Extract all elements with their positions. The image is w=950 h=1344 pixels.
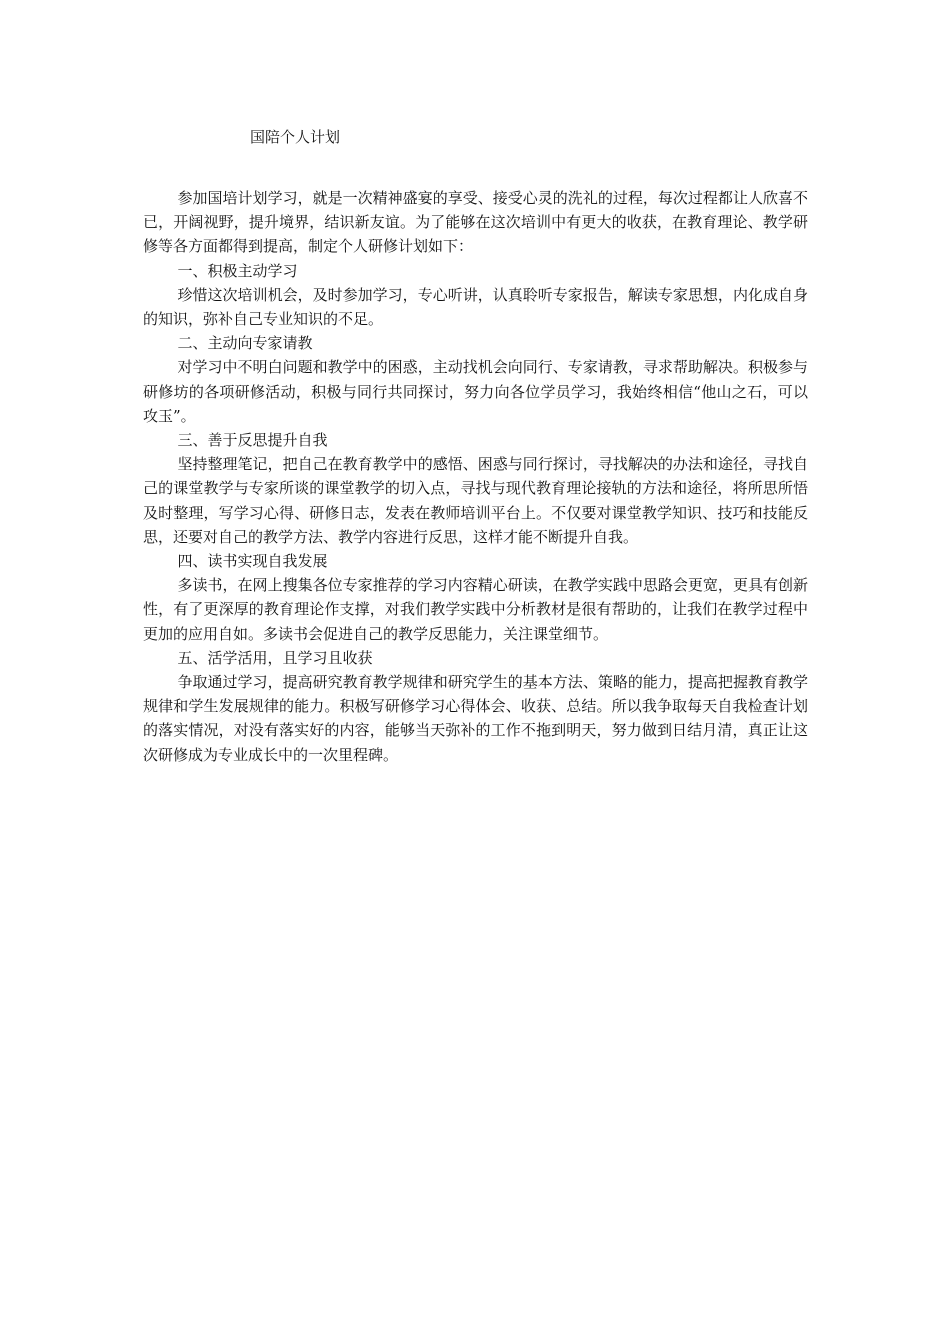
section-4-heading: 四、读书实现自我发展 [177, 552, 328, 571]
intro-paragraph: 参加国培计划学习，就是一次精神盛宴的享受、接受心灵的洗礼的过程，每次过程都让人欣喜不已，开阔视野，提升境界，结识新友谊。为了能够在这次培训中有更大的收获，在教育理论、教学研修等各方面都得到提高，制定个人研修计划如下： [143, 189, 808, 256]
section-2-body: 对学习中不明白问题和教学中的困惑，主动找机会向同行、专家请教，寻求帮助解决。积极参与研修坊的各项研修活动，积极与同行共同探讨，努力向各位学员学习，我始终相信“他山之石，可以攻玉”。 [143, 358, 808, 425]
document-page [143, 124, 808, 767]
section-5-heading: 五、活学活用，且学习且收获 [177, 648, 373, 667]
section-1-heading: 一、积极主动学习 [177, 261, 298, 280]
section-5-body: 争取通过学习，提高研究教育教学规律和研究学生的基本方法、策略的能力，提高把握教育教学规律和学生发展规律的能力。积极写研修学习心得体会、收获、总结。所以我争取每天自我检查计划的落实情况，对没有落实好的内容，能够当天弥补的工作不拖到明天，努力做到日结月清，真正让这次研修成为专业成长中的一次里程碑。 [143, 673, 808, 764]
section-2-heading: 二、主动向专家请教 [177, 334, 313, 353]
document-title: 国陪个人计划 [250, 128, 341, 146]
section-4-body: 多读书，在网上搜集各位专家推荐的学习内容精心研读，在教学实践中思路会更宽，更具有创新性，有了更深厚的教育理论作支撑，对我们教学实践中分析教材是很有帮助的，让我们在教学过程中更加的应用自如。多读书会促进自己的教学反思能力，关注课堂细节。 [143, 576, 808, 643]
section-3-body: 坚持整理笔记，把自己在教育教学中的感悟、困惑与同行探讨，寻找解决的办法和途径，寻找自己的课堂教学与专家所谈的课堂教学的切入点，寻找与现代教育理论接轨的方法和途径，将所思所悟及时整理，写学习心得、研修日志，发表在教师培训平台上。不仅要对课堂教学知识、技巧和技能反思，还要对自己的教学方法、教学内容进行反思，这样才能不断提升自我。 [143, 455, 808, 546]
section-1-body: 珍惜这次培训机会，及时参加学习，专心听讲，认真聆听专家报告，解读专家思想，内化成自身的知识，弥补自己专业知识的不足。 [143, 285, 808, 329]
section-3-heading: 三、善于反思提升自我 [177, 431, 328, 450]
